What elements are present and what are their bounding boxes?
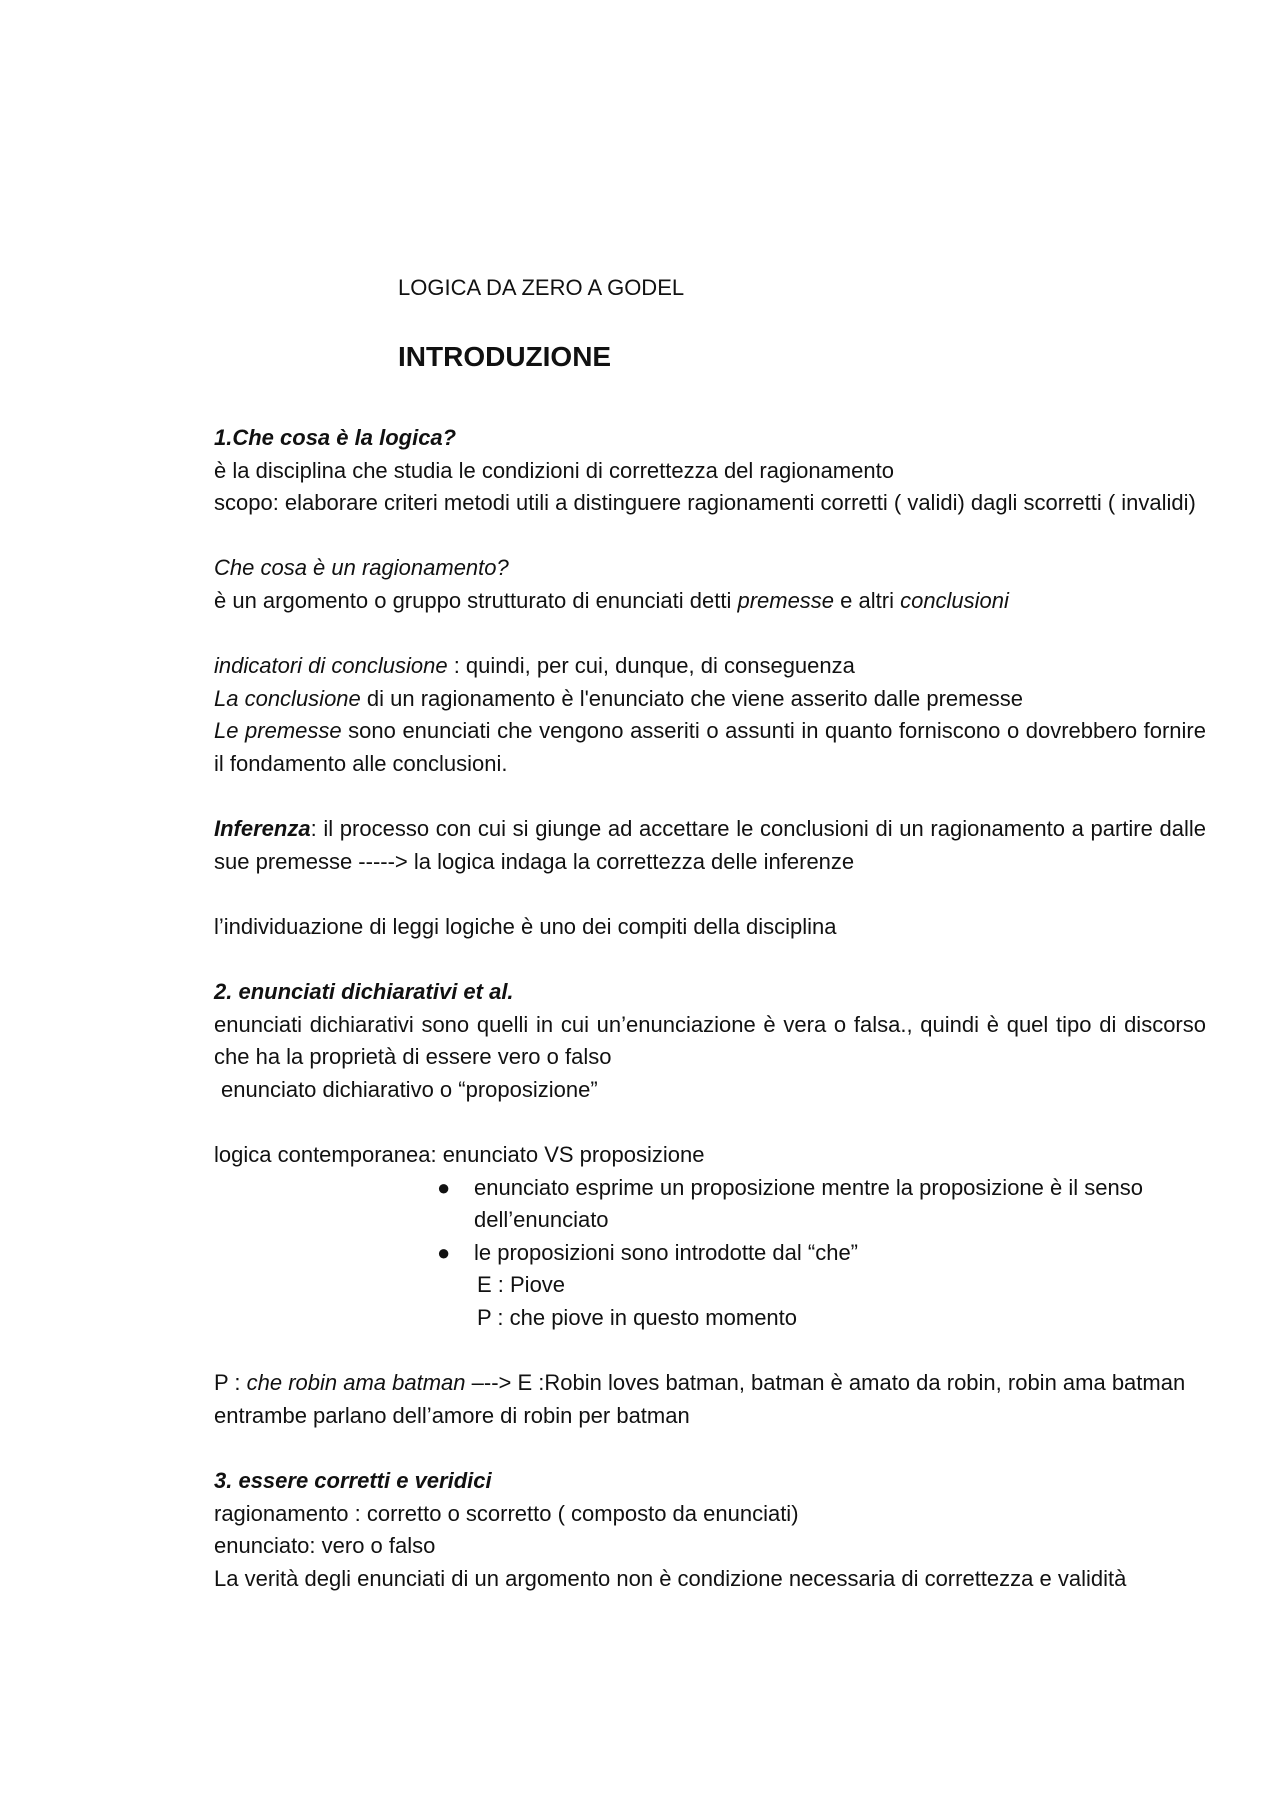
indicatori-line bbox=[214, 650, 1206, 683]
indicatori-rest: : quindi, per cui, dunque, di conseguenza bbox=[447, 653, 855, 679]
document-heading: INTRODUZIONE bbox=[398, 341, 612, 372]
term-le-premesse: Le premesse bbox=[214, 718, 342, 744]
list-item bbox=[437, 1237, 1206, 1270]
section-3-heading: 3. essere corretti e veridici bbox=[214, 1468, 492, 1493]
list-item bbox=[437, 1172, 1206, 1237]
section-3-enunciato: enunciato: vero o falso bbox=[214, 1533, 436, 1559]
section-2-heading: 2. enunciati dichiarativi et al. bbox=[214, 979, 514, 1005]
inferenza-line bbox=[214, 813, 1206, 878]
robin-batman-conclusion: entrambe parlano dell’amore di robin per batman bbox=[214, 1402, 690, 1428]
term-conclusione: La conclusione bbox=[214, 685, 361, 711]
section-2-definition: enunciati dichiarativi sono quelli in cui un’enunciazione è vera o falsa., quindi è quel tipo di discorso che ha la proprietà di essere vero o falso bbox=[214, 1011, 1206, 1070]
ragionamento-definition-b: e altri bbox=[834, 587, 901, 613]
bullet-icon: ● bbox=[437, 1174, 451, 1200]
example-enunciato: E : Piove bbox=[477, 1272, 566, 1298]
term-conclusioni: conclusioni bbox=[900, 587, 1009, 613]
conclusione-line bbox=[214, 683, 1206, 716]
bullet-list bbox=[214, 1172, 1206, 1270]
ragionamento-definition-a: è un argomento o gruppo strutturato di enunciati detti bbox=[214, 587, 738, 613]
premesse-line bbox=[214, 715, 1206, 780]
robin-proposition: che robin ama batman bbox=[246, 1370, 466, 1396]
example-proposizione: P : che piove in questo momento bbox=[477, 1305, 798, 1331]
term-inferenza: Inferenza bbox=[214, 816, 311, 842]
leggi-logiche-line: l’individuazione di leggi logiche è uno dei compiti della disciplina bbox=[214, 913, 837, 939]
robin-batman-line bbox=[214, 1367, 1206, 1400]
term-premesse: premesse bbox=[737, 587, 835, 613]
robin-rest: –--> E :Robin loves batman, batman è amato da robin, robin ama batman bbox=[465, 1370, 1186, 1396]
ragionamento-definition bbox=[214, 585, 1206, 618]
inferenza-rest: : il processo con cui si giunge ad accettare le conclusioni di un ragionamento a partire dalle sue premesse -----> la logica indaga la correttezza delle inferenze bbox=[214, 816, 1206, 874]
section-1-definition: è la disciplina che studia le condizioni di correttezza del ragionamento bbox=[214, 457, 894, 483]
term-indicatori: indicatori di conclusione bbox=[214, 653, 448, 679]
bullet-text: enunciato esprime un proposizione mentre la proposizione è il senso dell’enunciato bbox=[474, 1174, 1143, 1233]
bullet-icon: ● bbox=[437, 1239, 451, 1265]
section-1-heading: 1.Che cosa è la logica? bbox=[214, 425, 457, 450]
premesse-rest: sono enunciati che vengono asseriti o assunti in quanto forniscono o dovrebbero fornire il fondamento alle conclusioni. bbox=[214, 718, 1206, 776]
conclusione-rest: di un ragionamento è l'enunciato che viene asserito dalle premesse bbox=[360, 685, 1023, 711]
section-2-proposizione: enunciato dichiarativo o “proposizione” bbox=[221, 1076, 598, 1102]
logica-contemporanea-line: logica contemporanea: enunciato VS proposizione bbox=[214, 1142, 705, 1168]
robin-prefix: P : bbox=[214, 1370, 247, 1396]
document-body bbox=[214, 422, 1206, 1595]
section-3-ragionamento: ragionamento : corretto o scorretto ( composto da enunciati) bbox=[214, 1500, 799, 1526]
document-title: LOGICA DA ZERO A GODEL bbox=[398, 275, 685, 300]
bullet-text: le proposizioni sono introdotte dal “che” bbox=[474, 1239, 859, 1265]
section-1-scope: scopo: elaborare criteri metodi utili a distinguere ragionamenti corretti ( validi) dagli scorretti ( invalidi) bbox=[214, 490, 1196, 516]
ragionamento-question: Che cosa è un ragionamento? bbox=[214, 555, 509, 581]
section-3-verita: La verità degli enunciati di un argomento non è condizione necessaria di correttezza e validità bbox=[214, 1565, 1127, 1591]
